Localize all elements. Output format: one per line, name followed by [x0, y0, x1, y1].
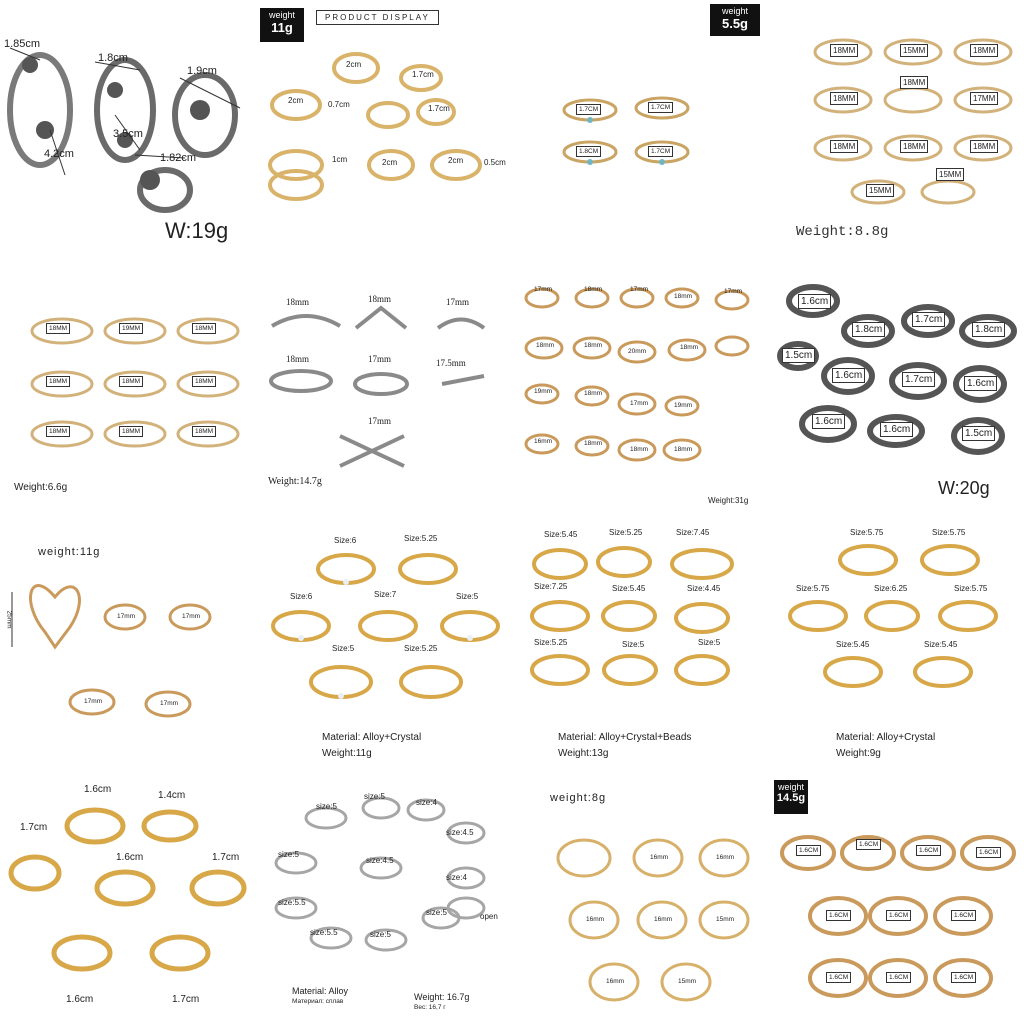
dim-label: 19MM: [119, 323, 143, 334]
badge-bottom-text: 14.5g: [776, 792, 806, 804]
panel-gold-heart-rings-11g: [0, 512, 256, 768]
weight-label: Weight:13g: [558, 748, 609, 759]
dim-label: 16mm: [586, 916, 605, 923]
dim-label: 15MM: [936, 168, 964, 181]
material-label: Material: Alloy: [292, 986, 349, 996]
dim-label: 1.8cm: [98, 52, 128, 64]
dim-label: 17mm: [534, 286, 553, 293]
dim-label: 18MM: [192, 376, 216, 387]
dim-label: 17.5mm: [436, 358, 466, 368]
dim-label: 18mm: [584, 342, 603, 349]
weight-label: Weight:14.7g: [268, 476, 322, 487]
dim-label: 17mm: [630, 400, 649, 407]
dim-label: 1.7cm: [912, 312, 945, 327]
ring-illustration: [512, 768, 768, 1024]
dim-label: 17mm: [84, 698, 103, 705]
panel-gold-rings-31g: [512, 256, 768, 512]
dim-label: 0.7cm: [328, 100, 350, 109]
dim-label: 1.6CM: [976, 847, 1001, 858]
ring-illustration: [768, 512, 1024, 768]
ring-illustration: [256, 512, 512, 768]
size-label: size:5: [278, 850, 299, 859]
weight-label: W:19g: [165, 218, 229, 243]
ring-illustration: [0, 768, 256, 1024]
weight-label: weight:11g: [38, 546, 101, 558]
size-label: size:5: [426, 908, 447, 917]
dim-label: 16mm: [606, 978, 625, 985]
weight-label: Weight:31g: [708, 496, 749, 505]
dim-label: 18mm: [584, 440, 603, 447]
badge-top-text: weight: [268, 10, 295, 20]
weight-label: Weight:8.8g: [796, 224, 889, 240]
dim-label: 18mm: [536, 342, 555, 349]
size-label: Size:5.75: [954, 584, 988, 593]
dim-label: 1.6CM: [826, 910, 851, 921]
dim-label: 18MM: [900, 76, 928, 89]
dim-label: 15MM: [866, 184, 894, 197]
dim-label: 18mm: [368, 294, 392, 304]
badge-top-text: weight: [777, 782, 804, 792]
dim-label: 2cm: [382, 158, 398, 167]
size-label: Size:5.75: [932, 528, 966, 537]
dim-label: 1.6CM: [951, 910, 976, 921]
size-label: Size:7.45: [676, 528, 710, 537]
dim-label: 17mm: [446, 297, 470, 307]
dim-label: 18mm: [680, 344, 699, 351]
size-label: Size:5: [332, 644, 355, 653]
dim-label: 18MM: [830, 44, 858, 57]
dim-label: 18MM: [46, 426, 70, 437]
dim-label: 1.85cm: [4, 38, 41, 50]
dim-label: 1.7CM: [576, 104, 601, 115]
size-label: size:4.5: [366, 856, 394, 865]
size-label: Size:7.25: [534, 582, 568, 591]
dim-label: 1.6cm: [116, 852, 144, 863]
size-label: Size:4.45: [687, 584, 721, 593]
dim-label: 18MM: [119, 376, 143, 387]
badge-top-text: weight: [721, 6, 748, 16]
dim-label: 18mm: [286, 297, 310, 307]
dim-label: 19mm: [674, 402, 693, 409]
dim-label: 1.6cm: [832, 368, 865, 383]
dim-label: 1.6CM: [796, 845, 821, 856]
panel-gold-rings-14g: [768, 768, 1024, 1024]
panel-silver-alloy-rings-16g: [256, 768, 512, 1024]
product-display-header: PRODUCT DISPLAY: [316, 10, 439, 25]
panel-gold-thin-rings-6g: [0, 256, 256, 512]
panel-gold-crystal-beads-rings-13g: [512, 512, 768, 768]
dim-label: 18mm: [584, 390, 603, 397]
size-label: Size:6: [290, 592, 313, 601]
size-label: size:5.5: [310, 928, 338, 937]
dim-label: 1.8CM: [576, 146, 601, 157]
size-label: Size:5: [456, 592, 479, 601]
weight-label: Weight:6.6g: [14, 482, 68, 493]
panel-gold-thin-rings-8g: [512, 768, 768, 1024]
size-label: size:5: [316, 802, 337, 811]
dim-label: 25mm: [5, 610, 13, 629]
dim-label: 1.82cm: [160, 152, 197, 164]
dim-label: 1.6cm: [84, 784, 112, 795]
panel-gold-crystal-rings-11g: [256, 512, 512, 768]
dim-label: 1.7CM: [648, 102, 673, 113]
size-label: Size:5: [622, 640, 645, 649]
panel-silver-vintage-rings-20g: [768, 256, 1024, 512]
dim-label: 18MM: [830, 92, 858, 105]
material-label: Material: Alloy+Crystal: [322, 732, 422, 743]
dim-label: 1.6CM: [856, 839, 881, 850]
size-label: size:5: [364, 792, 385, 801]
dim-label: 18mm: [584, 286, 603, 293]
ring-illustration: [768, 0, 1024, 256]
dim-label: 1.6cm: [798, 294, 831, 309]
dim-label: 16mm: [654, 916, 673, 923]
dim-label: 18MM: [192, 426, 216, 437]
dim-label: 1.6CM: [916, 845, 941, 856]
size-label: size:4: [416, 798, 437, 807]
dim-label: 18mm: [630, 446, 649, 453]
ring-illustration: [512, 0, 768, 256]
dim-label: 2cm: [448, 156, 464, 165]
dim-label: 19mm: [534, 388, 553, 395]
weight-label: Weight: 16.7g: [414, 992, 470, 1002]
dim-label: 17mm: [368, 354, 392, 364]
dim-label: 18MM: [970, 44, 998, 57]
dim-label: 16mm: [650, 854, 669, 861]
dim-label: 1.7CM: [648, 146, 673, 157]
dim-label: 1.7cm: [412, 70, 434, 79]
dim-label: 18MM: [970, 140, 998, 153]
size-label: Size:5.45: [924, 640, 958, 649]
size-label: Size:5.45: [612, 584, 646, 593]
dim-label: 18mm: [286, 354, 310, 364]
size-label: Size:5.25: [404, 644, 438, 653]
dim-label: 1.6cm: [880, 422, 913, 437]
dim-label: 1.5cm: [782, 348, 815, 363]
size-label: Size:6.25: [874, 584, 908, 593]
size-label: size:4.5: [446, 828, 474, 837]
size-label: size:5.5: [278, 898, 306, 907]
dim-label: 0.5cm: [484, 158, 506, 167]
material-label: Material: Alloy+Crystal: [836, 732, 936, 743]
dim-label: 17mm: [117, 613, 136, 620]
dim-label: 1.8cm: [852, 322, 885, 337]
size-label: Size:5.25: [404, 534, 438, 543]
dim-label: 17mm: [724, 288, 743, 295]
size-label: Size:5.75: [796, 584, 830, 593]
dim-label: 2cm: [288, 96, 304, 105]
dim-label: 1.4cm: [158, 790, 186, 801]
size-label: Size:5.45: [544, 530, 578, 539]
ring-illustration: [768, 768, 1024, 1024]
dim-label: 18MM: [900, 140, 928, 153]
dim-label: 16mm: [534, 438, 553, 445]
dim-label: 1.9cm: [187, 65, 217, 77]
weight-label: Weight:9g: [836, 748, 881, 759]
panel-gold-stack-rings-8g: [768, 0, 1024, 256]
dim-label: 1.6cm: [66, 994, 94, 1005]
size-label: Size:5: [698, 638, 721, 647]
dim-label: 1cm: [332, 155, 348, 164]
panel-gold-rings-product-display: [256, 0, 512, 256]
dim-label: 2cm: [346, 60, 362, 69]
panel-gold-dainty-rings-5g: [512, 0, 768, 256]
dim-label: 18MM: [119, 426, 143, 437]
dim-label: 18MM: [830, 140, 858, 153]
size-label: Size:5.75: [850, 528, 884, 537]
weight-label: Weight:11g: [322, 748, 372, 759]
dim-label: 18mm: [674, 293, 693, 300]
weight-label: W:20g: [938, 478, 990, 498]
dim-label: 1.7cm: [212, 852, 240, 863]
dim-label: 1.6CM: [826, 972, 851, 983]
size-label: size:4: [446, 873, 467, 882]
dim-label: 17mm: [368, 416, 392, 426]
dim-label: 18MM: [192, 323, 216, 334]
dim-label: 18MM: [46, 323, 70, 334]
dim-label: 17mm: [182, 613, 201, 620]
size-label: Size:5.25: [609, 528, 643, 537]
dim-label: 15mm: [678, 978, 697, 985]
dim-label: 1.5cm: [962, 426, 995, 441]
size-label: size:5: [370, 930, 391, 939]
dim-label: 17mm: [160, 700, 179, 707]
dim-label: 1.8cm: [972, 322, 1005, 337]
dim-label: 17MM: [970, 92, 998, 105]
badge-bottom-text: 5.5g: [721, 16, 748, 31]
dim-label: 16mm: [716, 854, 735, 861]
open-label: open: [480, 912, 498, 921]
ring-illustration: [256, 0, 512, 256]
dim-label: 4.2cm: [44, 148, 74, 160]
dim-label: 15mm: [716, 916, 735, 923]
dim-label: 18mm: [674, 446, 693, 453]
dim-label: 3.5cm: [113, 128, 143, 140]
size-label: Size:6: [334, 536, 357, 545]
dim-label: 1.7cm: [428, 104, 450, 113]
dim-label: 15MM: [900, 44, 928, 57]
size-label: Size:5.45: [836, 640, 870, 649]
dim-label: 17mm: [630, 286, 649, 293]
material-label: Material: Alloy+Crystal+Beads: [558, 732, 692, 743]
dim-label: 18MM: [46, 376, 70, 387]
dim-label: 1.7cm: [902, 372, 935, 387]
dim-label: 20mm: [628, 348, 647, 355]
weight-label: weight:8g: [550, 792, 607, 804]
material-label-ru: Материал: сплав: [292, 998, 344, 1005]
weight-label-ru: Вес: 16,7 г: [414, 1004, 446, 1011]
dim-label: 1.6CM: [886, 972, 911, 983]
dim-label: 1.7cm: [20, 822, 48, 833]
dim-label: 1.6cm: [812, 414, 845, 429]
panel-silver-chevron-rings: [256, 256, 512, 512]
dim-label: 1.6CM: [951, 972, 976, 983]
dim-label: 1.6CM: [886, 910, 911, 921]
badge-bottom-text: 11g: [271, 20, 293, 35]
size-label: Size:7: [374, 590, 397, 599]
panel-silver-flower-rings: [0, 0, 256, 256]
dim-label: 1.6cm: [964, 376, 997, 391]
dim-label: 1.7cm: [172, 994, 200, 1005]
panel-gold-leaf-rings: [0, 768, 256, 1024]
size-label: Size:5.25: [534, 638, 568, 647]
panel-gold-moon-rings-9g: [768, 512, 1024, 768]
